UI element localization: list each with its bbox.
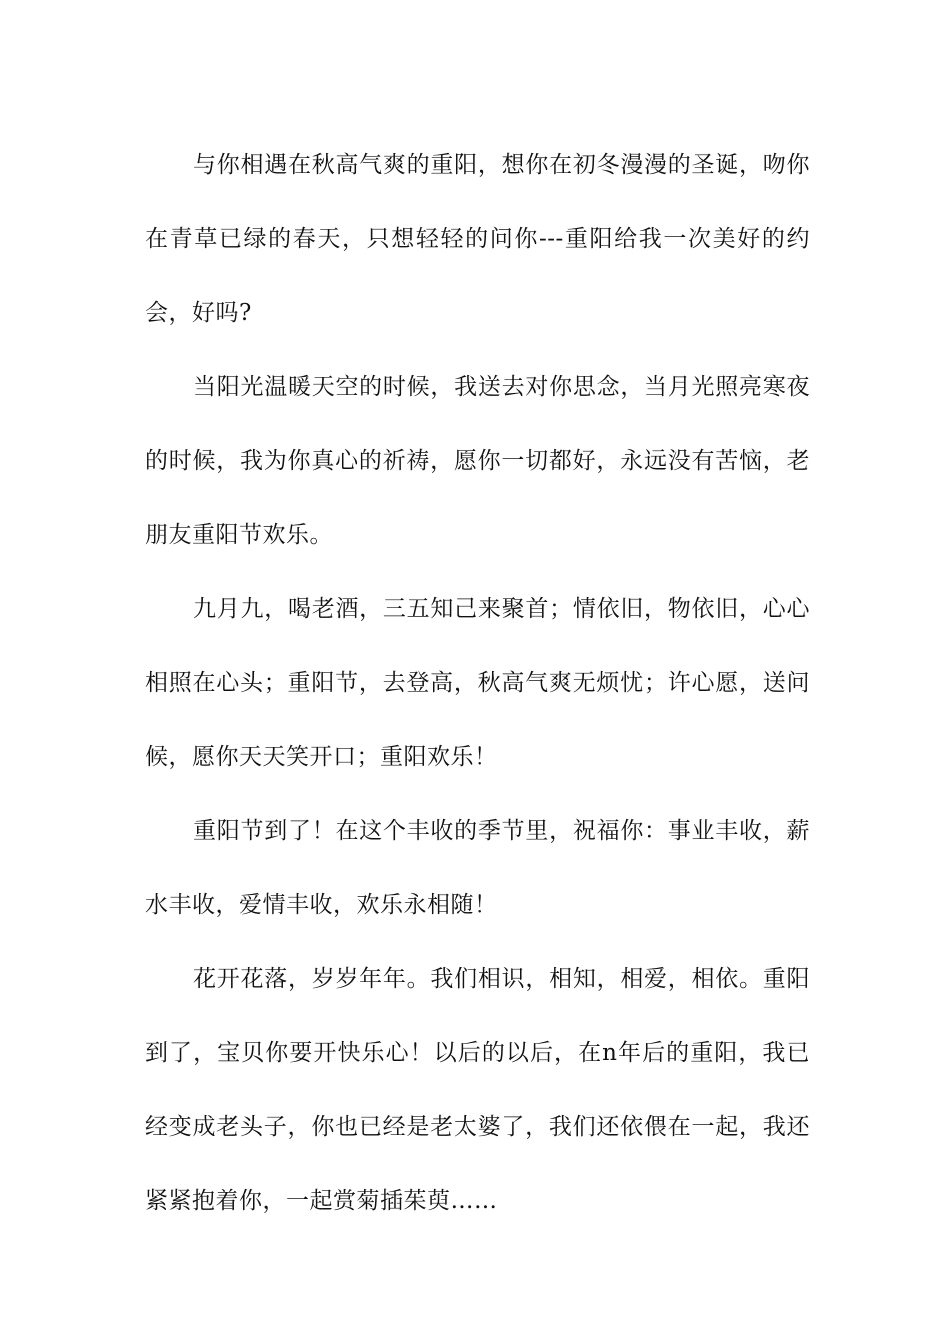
document-body bbox=[145, 128, 810, 1238]
paragraph-1: 与你相遇在秋高气爽的重阳，想你在初冬漫漫的圣诞，吻你在青草已绿的春天，只想轻轻的问你---重阳给我一次美好的约会，好吗? bbox=[145, 152, 810, 326]
paragraph-5: 花开花落，岁岁年年。我们相识，相知，相爱，相依。重阳到了，宝贝你要开快乐心！以后的以后，在n年后的重阳，我已经变成老头子，你也已经是老太婆了，我们还依偎在一起，我还紧紧抱着你，一起赏菊插茱萸…… bbox=[145, 966, 810, 1214]
paragraph-2: 当阳光温暖天空的时候，我送去对你思念，当月光照亮寒夜的时候，我为你真心的祈祷，愿你一切都好，永远没有苦恼，老朋友重阳节欢乐。 bbox=[145, 374, 810, 548]
paragraph-3: 九月九，喝老酒，三五知己来聚首；情依旧，物依旧，心心相照在心头；重阳节，去登高，秋高气爽无烦忧；许心愿，送问候，愿你天天笑开口；重阳欢乐！ bbox=[145, 596, 810, 770]
paragraph-4: 重阳节到了！在这个丰收的季节里，祝福你：事业丰收，薪水丰收，爱情丰收，欢乐永相随！ bbox=[145, 818, 810, 918]
